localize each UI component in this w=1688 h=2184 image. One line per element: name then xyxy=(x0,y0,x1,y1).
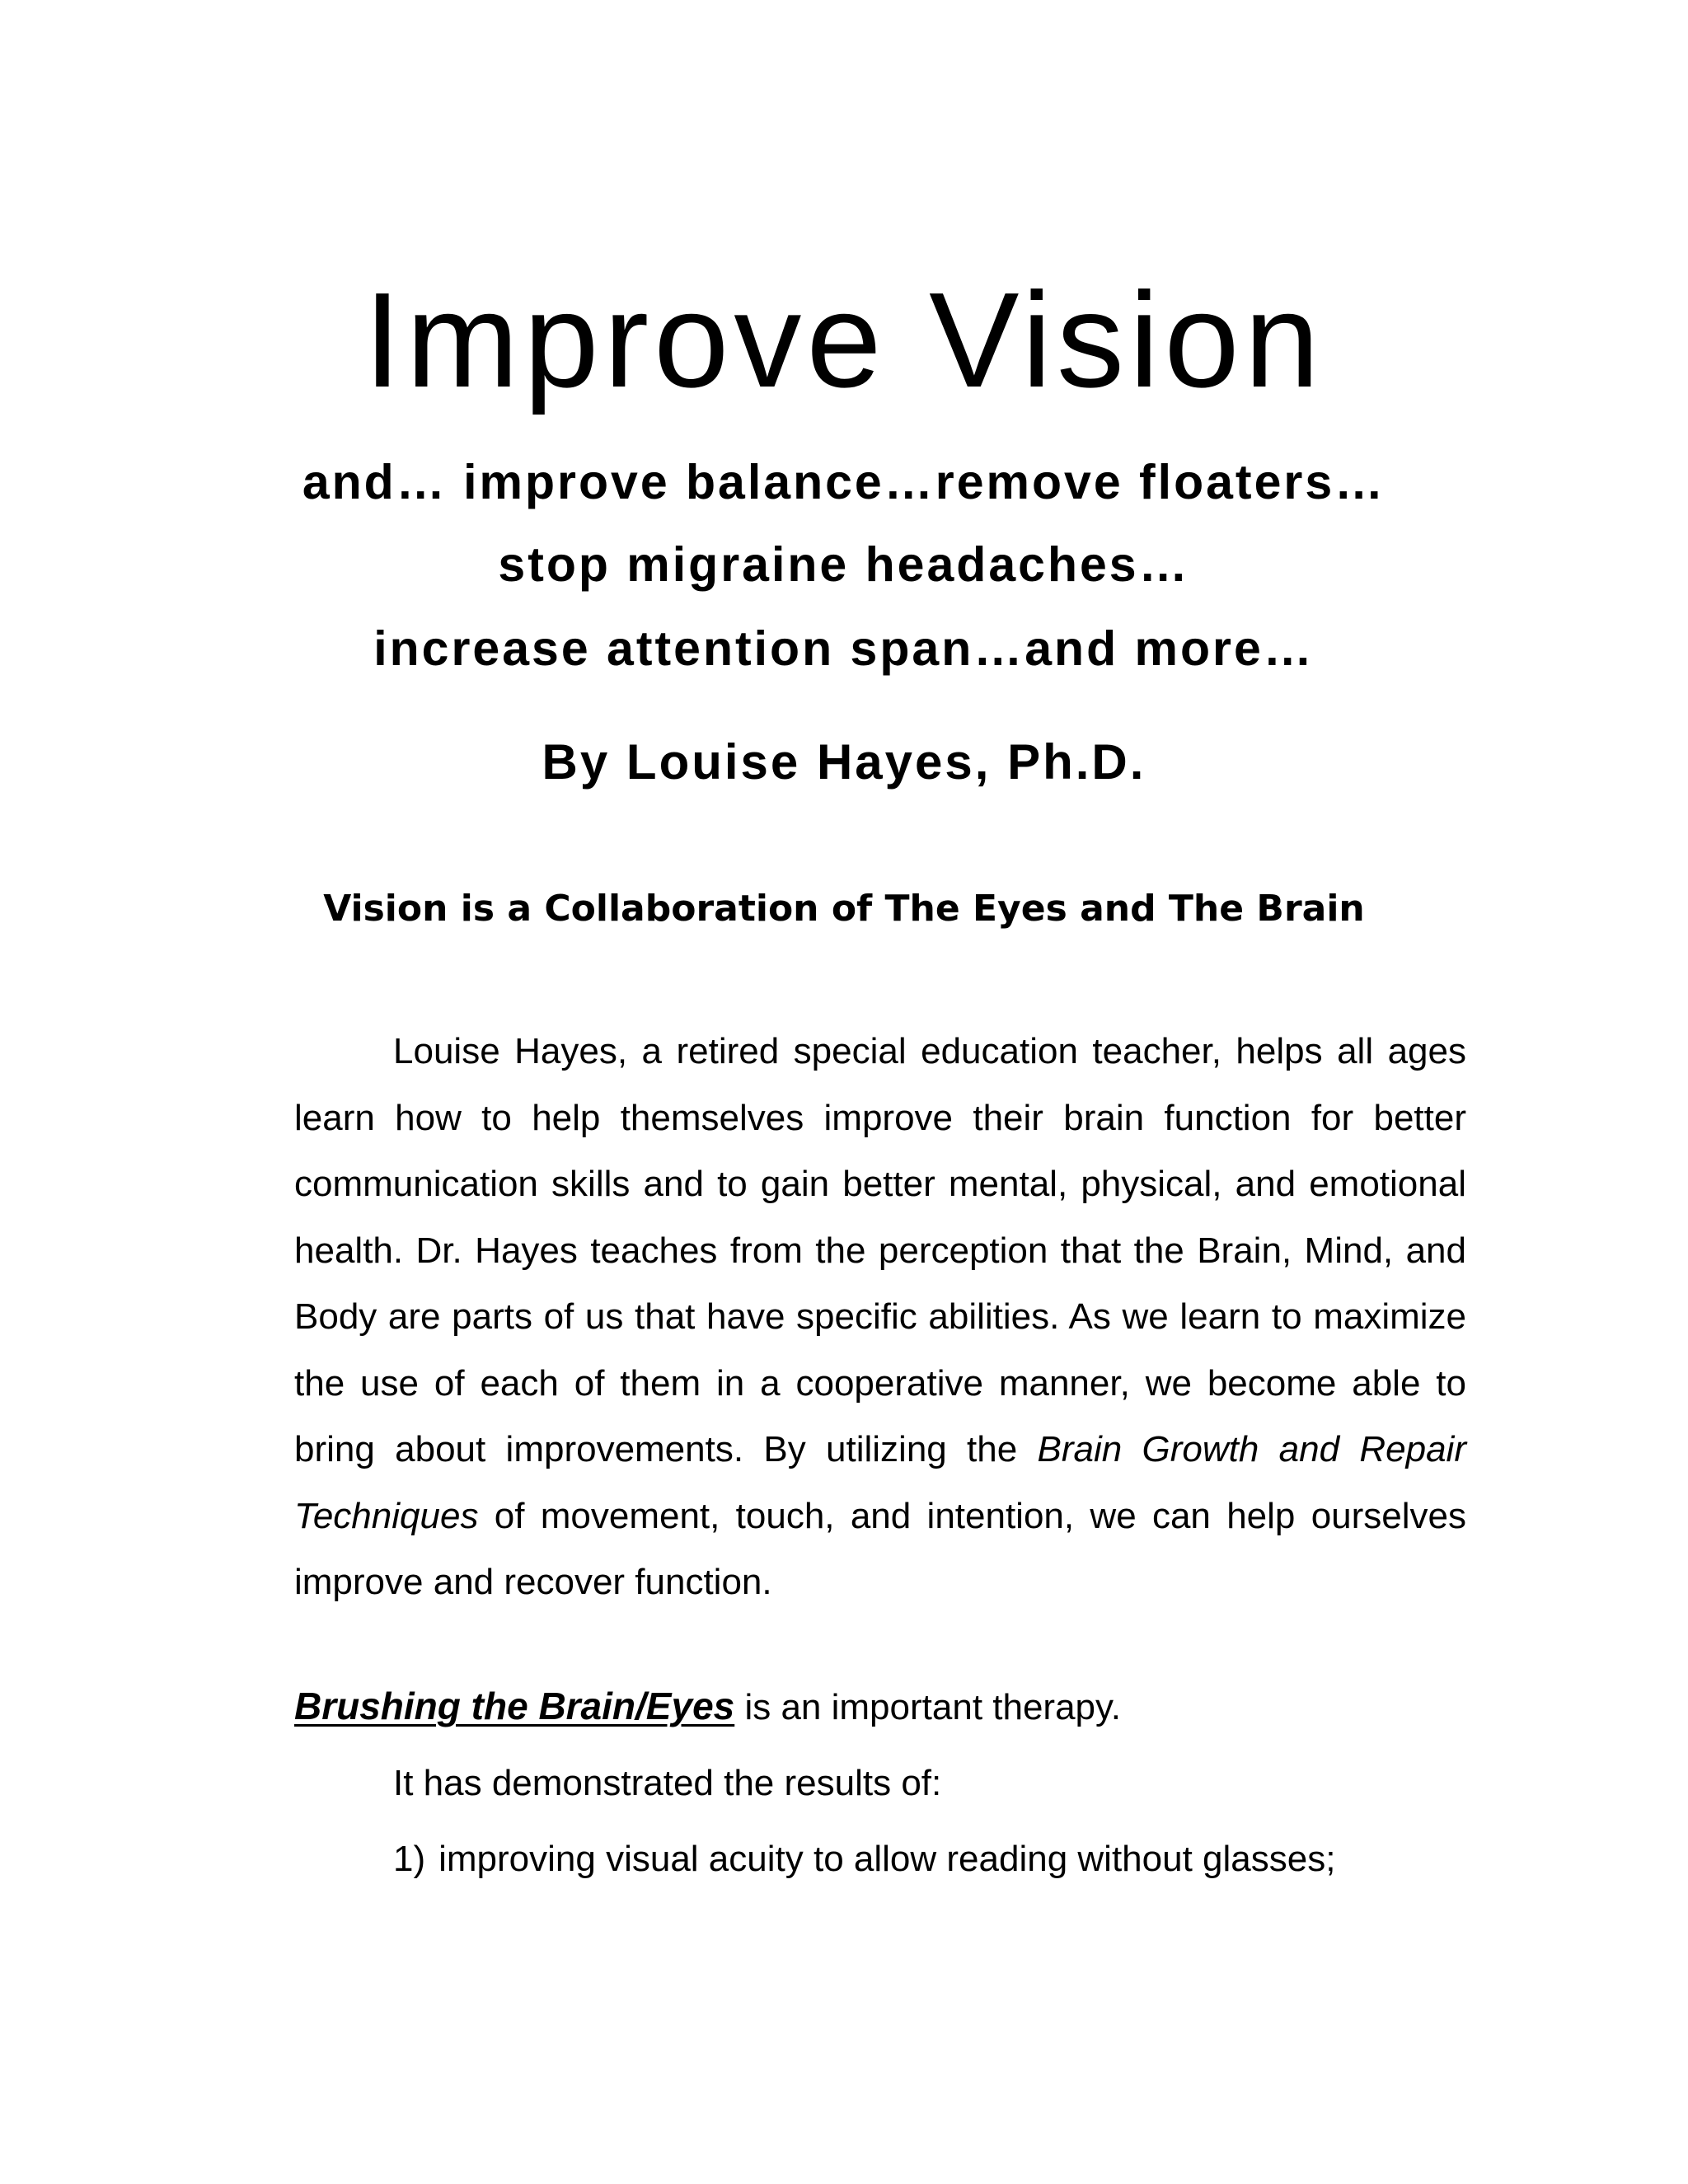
results-intro: It has demonstrated the results of: xyxy=(393,1763,942,1803)
subtitle-line-3: increase attention span…and more… xyxy=(373,621,1315,676)
paragraph-italic-phrase: Brain Growth and Repair Techniques xyxy=(294,1429,1466,1536)
subtitle-line-1: and… improve balance…remove floaters… xyxy=(302,455,1386,509)
brushing-heading: Brushing the Brain/Eyes xyxy=(294,1685,735,1727)
subtitle-line-2: stop migraine headaches… xyxy=(498,537,1190,592)
author-byline: By Louise Hayes, Ph.D. xyxy=(542,734,1146,790)
paragraph-text-1: Louise Hayes, a retired special education teacher, helps all ages learn how to help themselves improve their brain function for better communication skills and to gain better mental, physical, and emotional health. Dr. Hayes teaches from the perception that the Brain, Mind, and Body are parts of us that have specific abilities. As we learn to maximize the use of each of them in a cooperative manner, we become able to bring about improvements. By utilizing the xyxy=(294,1031,1466,1469)
result-text: improving visual acuity to allow reading without glasses; xyxy=(438,1839,1336,1879)
brushing-statement xyxy=(294,1681,1466,1732)
result-number: 1) xyxy=(393,1839,426,1879)
result-item-1 xyxy=(393,1835,1335,1884)
paragraph-text-2: of movement, touch, and intention, we can help ourselves improve and recover function. xyxy=(294,1495,1466,1602)
section-heading: Vision is a Collaboration of The Eyes and The Brain xyxy=(323,888,1365,930)
document-title: Improve Vision xyxy=(363,265,1325,415)
brushing-text: is an important therapy. xyxy=(734,1687,1121,1727)
intro-paragraph xyxy=(294,1019,1466,1616)
